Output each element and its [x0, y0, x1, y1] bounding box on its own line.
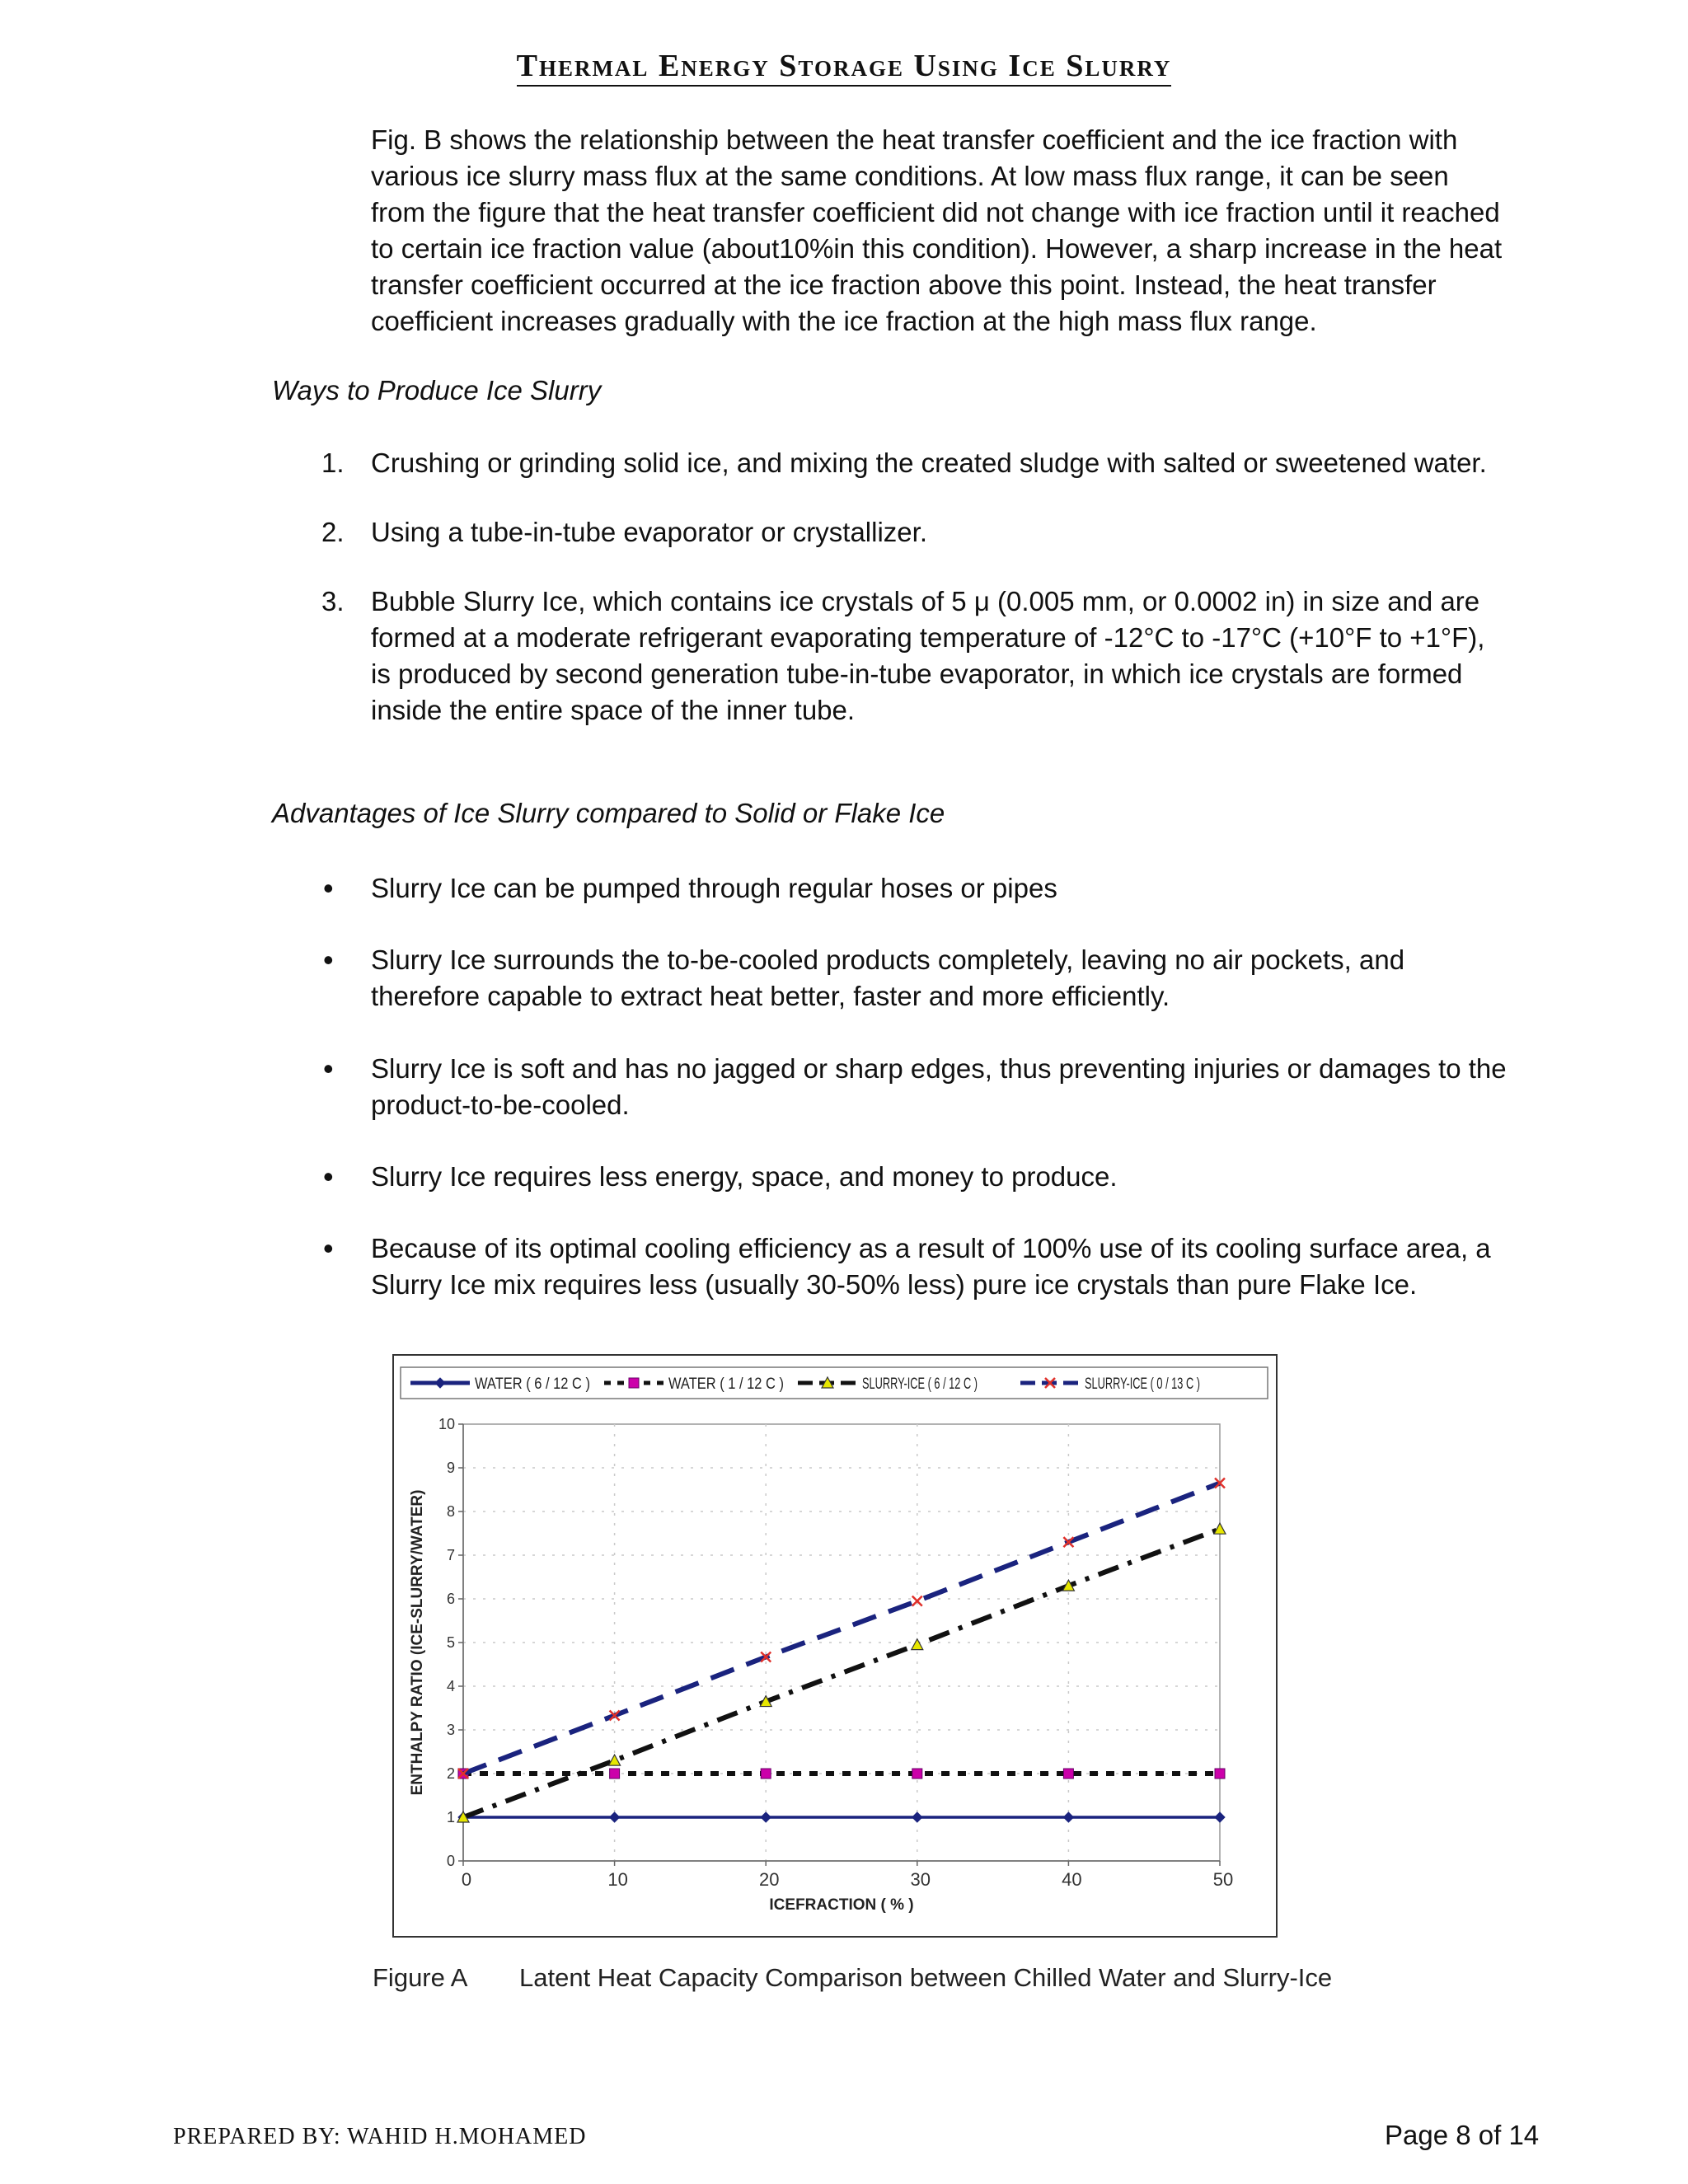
- list-text: Because of its optimal cooling efficiency as a result of 100% use of its cooling surface area, a: [371, 1233, 1491, 1263]
- advantage-item-4: [321, 1159, 1541, 1195]
- list-text: Slurry Ice surrounds the to-be-cooled products completely, leaving no air pockets, and: [371, 944, 1405, 975]
- legend-label: WATER ( 6 / 12 C ): [475, 1376, 590, 1393]
- list-text: is produced by second generation tube-in-tube evaporator, in which ice crystals are formed: [371, 658, 1463, 689]
- bullet-mark: •: [323, 1052, 334, 1085]
- y-tick-label: 8: [446, 1503, 455, 1520]
- figure-label: Figure A: [373, 1963, 468, 1992]
- y-axis-label: ENTHALPY RATIO (ICE-SLURRY/WATER): [409, 1489, 426, 1796]
- list-number: 1.: [321, 448, 345, 478]
- intro-line: coefficient increases gradually with the ice fraction at the high mass flux range.: [371, 306, 1317, 336]
- ways-item-3: [321, 583, 1541, 729]
- list-text: product-to-be-cooled.: [371, 1090, 630, 1120]
- list-text: inside the entire space of the inner tube.: [371, 695, 856, 725]
- chart-frame: [392, 1354, 1278, 1938]
- page-header-title: Thermal Energy Storage Using Ice Slurry: [517, 49, 1172, 87]
- advantage-item-1: [321, 870, 1541, 907]
- x-tick-label: 0: [461, 1869, 472, 1890]
- data-point-marker: [1063, 1769, 1073, 1779]
- list-text: therefore capable to extract heat better, faster and more efficiently.: [371, 981, 1170, 1011]
- intro-line: various ice slurry mass flux at the same conditions. At low mass flux range, it can be seen: [371, 161, 1449, 191]
- list-number: 3.: [321, 586, 345, 616]
- y-tick-label: 7: [446, 1547, 455, 1563]
- figure-caption-text: Latent Heat Capacity Comparison between Chilled Water and Slurry-Ice: [519, 1963, 1333, 1992]
- intro-line: transfer coefficient occurred at the ice fraction above this point. Instead, the heat transfer: [371, 269, 1437, 300]
- intro-paragraph: [371, 122, 1541, 340]
- data-point-marker: [761, 1769, 771, 1779]
- intro-line: to certain ice fraction value (about10%in this condition). However, a sharp increase in the heat: [371, 233, 1503, 264]
- enthalpy-ratio-chart: [394, 1356, 1276, 1936]
- advantage-item-2: [321, 942, 1541, 1015]
- y-tick-label: 4: [446, 1678, 455, 1694]
- intro-line: from the figure that the heat transfer coefficient did not change with ice fraction until it reached: [371, 197, 1500, 227]
- footer-page-number: Page 8 of 14: [1385, 2120, 1540, 2150]
- list-number: 2.: [321, 517, 345, 547]
- x-tick-label: 50: [1212, 1869, 1234, 1890]
- legend-label: SLURRY-ICE ( 0 / 13 C ): [1085, 1376, 1200, 1393]
- y-tick-label: 3: [446, 1722, 455, 1738]
- list-text: Slurry Ice mix requires less (usually 30-50% less) pure ice crystals than pure Flake Ice.: [371, 1269, 1418, 1300]
- list-text: Crushing or grinding solid ice, and mixing the created sludge with salted or sweetened water.: [371, 448, 1487, 478]
- bullet-mark: •: [323, 871, 334, 905]
- data-point-marker: [629, 1378, 639, 1388]
- list-text: Slurry Ice requires less energy, space, and money to produce.: [371, 1161, 1118, 1192]
- bullet-mark: •: [323, 1160, 334, 1193]
- figure-caption: [373, 1963, 1332, 1993]
- ways-item-1: [321, 445, 1541, 481]
- y-tick-label: 10: [438, 1416, 455, 1432]
- data-point-marker: [610, 1769, 620, 1779]
- list-text: Slurry Ice can be pumped through regular hoses or pipes: [371, 873, 1057, 903]
- legend-label: WATER ( 1 / 12 C ): [668, 1376, 784, 1393]
- bullet-mark: •: [323, 1231, 334, 1265]
- x-tick-label: 20: [758, 1869, 780, 1890]
- list-text: Slurry Ice is soft and has no jagged or sharp edges, thus preventing injuries or damages to the: [371, 1053, 1507, 1084]
- ways-heading: Ways to Produce Ice Slurry: [272, 375, 602, 405]
- x-tick-label: 10: [607, 1869, 628, 1890]
- advantages-heading: Advantages of Ice Slurry compared to Solid or Flake Ice: [272, 798, 945, 828]
- x-tick-label: 40: [1062, 1869, 1082, 1890]
- list-text: formed at a moderate refrigerant evaporating temperature of -12°C to -17°C (+10°F to +1°F),: [371, 622, 1485, 653]
- y-tick-label: 0: [446, 1853, 455, 1869]
- y-tick-label: 5: [446, 1634, 455, 1651]
- y-tick-label: 2: [446, 1765, 455, 1782]
- data-point-marker: [912, 1769, 922, 1779]
- legend-label: SLURRY-ICE ( 6 / 12 C ): [862, 1376, 978, 1393]
- data-point-marker: [1215, 1769, 1225, 1779]
- list-text: Bubble Slurry Ice, which contains ice crystals of 5 μ (0.005 mm, or 0.0002 in) in size and are: [371, 586, 1480, 616]
- intro-line: Fig. B shows the relationship between the heat transfer coefficient and the ice fraction with: [371, 124, 1458, 155]
- y-tick-label: 9: [446, 1460, 455, 1476]
- x-axis-label: ICEFRACTION ( % ): [769, 1896, 914, 1914]
- y-tick-label: 6: [446, 1591, 455, 1607]
- bullet-mark: •: [323, 943, 334, 977]
- footer-author: PREPARED BY: WAHID H.MOHAMED: [173, 2124, 587, 2149]
- ways-item-2: [321, 514, 1541, 551]
- list-text: Using a tube-in-tube evaporator or crystallizer.: [371, 517, 927, 547]
- advantage-item-3: [321, 1051, 1541, 1123]
- x-tick-label: 30: [910, 1869, 931, 1890]
- y-tick-label: 1: [446, 1809, 455, 1825]
- page-header: [0, 48, 1688, 84]
- advantage-item-5: [321, 1230, 1541, 1303]
